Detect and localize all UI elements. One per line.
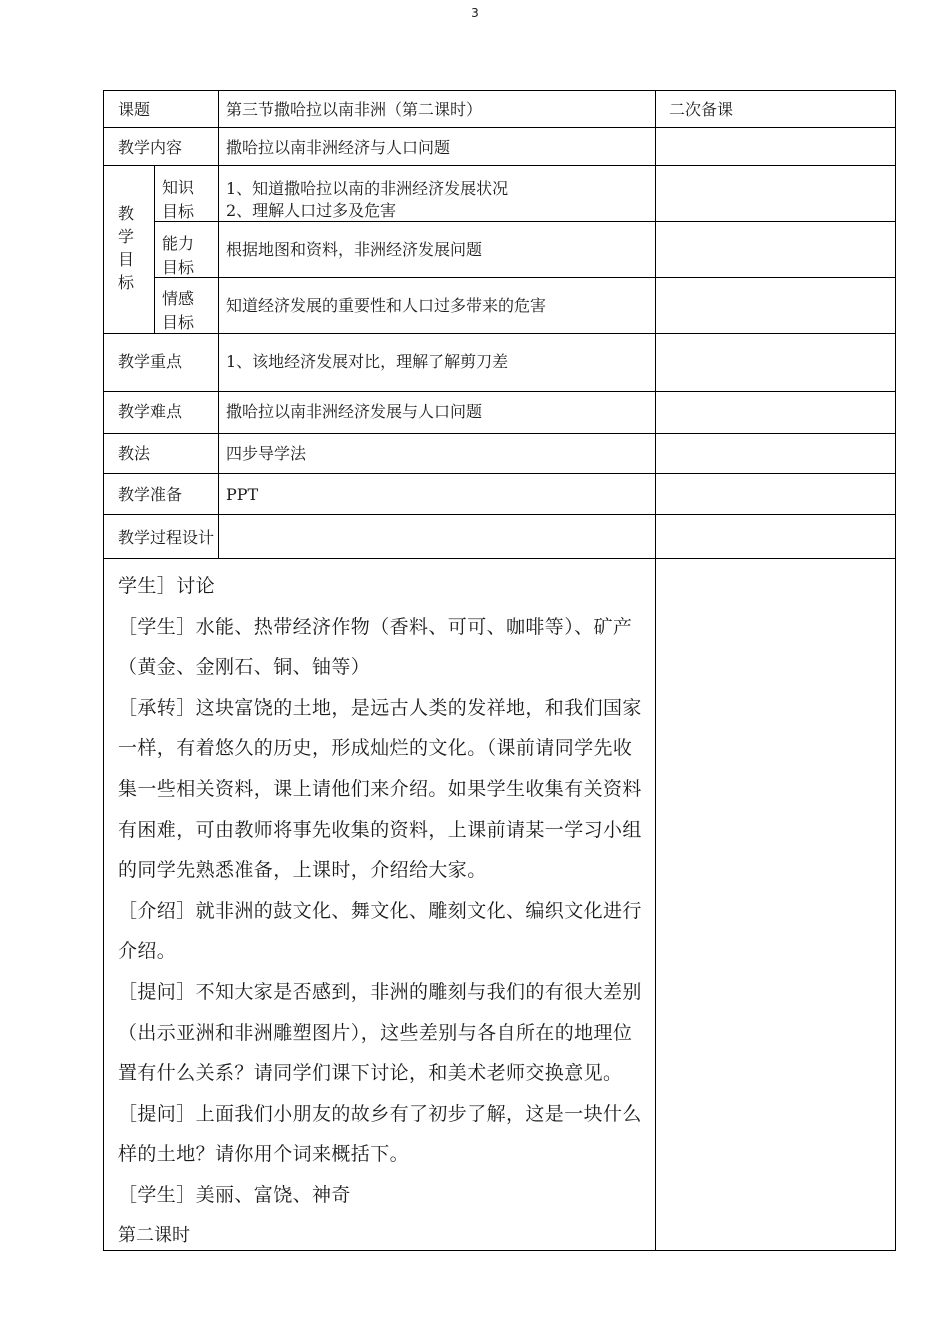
method-value: 四步导学法	[226, 444, 307, 463]
process-line: ［学生］美丽、富饶、神奇	[118, 1183, 351, 1206]
goal-label-emotion: 情感	[162, 289, 195, 308]
goal-label-knowledge: 目标	[162, 202, 195, 221]
process-line: ［提问］不知大家是否感到，非洲的雕刻与我们的有很大差别	[118, 980, 642, 1003]
process-line: 学生］讨论	[118, 575, 216, 597]
content-value: 撒哈拉以南非洲经济与人口问题	[226, 138, 451, 157]
secondary-prep-header: 二次备课	[669, 100, 734, 119]
process-line: （黄金、金刚石、铜、铀等）	[118, 656, 371, 679]
preparation-value: PPT	[226, 485, 259, 504]
process-line: 置有什么关系？请同学们课下讨论，和美术老师交换意见。	[118, 1062, 623, 1085]
goals-group-char: 目	[117, 250, 134, 269]
knowledge-goal-line: 2、理解人口过多及危害	[226, 201, 397, 220]
knowledge-goal-line: 1、知道撒哈拉以南的非洲经济发展状况	[226, 179, 509, 198]
process-line: 的同学先熟悉准备，上课时，介绍给大家。	[118, 859, 487, 882]
difficulties-value: 撒哈拉以南非洲经济发展与人口问题	[226, 402, 483, 421]
process-line: ［学生］水能、热带经济作物（香料、可可、咖啡等）、矿产	[118, 615, 633, 638]
row-label-process-design: 教学过程设计	[118, 528, 215, 547]
process-line: 一样，有着悠久的历史，形成灿烂的文化。（课前请同学先收	[118, 737, 633, 760]
ability-goal-line: 根据地图和资料，非洲经济发展问题	[226, 240, 483, 259]
goal-label-ability: 目标	[162, 258, 195, 277]
goals-group-char: 标	[117, 273, 134, 292]
topic-value: 第三节撒哈拉以南非洲（第二课时）	[226, 100, 483, 119]
process-line: （出示亚洲和非洲雕塑图片），这些差别与各自所在的地理位	[118, 1021, 633, 1044]
process-line: 有困难，可由教师将事先收集的资料，上课前请某一学习小组	[118, 818, 642, 841]
process-line: ［承转］这块富饶的土地，是远古人类的发祥地，和我们国家	[118, 696, 642, 719]
goal-label-ability: 能力	[162, 234, 195, 253]
goal-label-emotion: 目标	[162, 313, 195, 332]
goal-label-knowledge: 知识	[162, 178, 195, 197]
process-line: 介绍。	[118, 940, 177, 963]
goals-group-char: 教	[117, 204, 134, 223]
row-label-content: 教学内容	[118, 138, 183, 157]
row-label-preparation: 教学准备	[118, 485, 183, 504]
process-line: ［介绍］就非洲的鼓文化、舞文化、雕刻文化、编织文化进行	[118, 899, 642, 922]
page-number: 3	[471, 6, 479, 20]
key-points-value: 1、该地经济发展对比，理解了解剪刀差	[226, 352, 509, 371]
row-label-topic: 课题	[118, 100, 151, 119]
goals-group-char: 学	[117, 227, 134, 246]
process-line: ［提问］上面我们小朋友的故乡有了初步了解，这是一块什么	[118, 1102, 642, 1125]
row-label-method: 教法	[118, 444, 151, 463]
process-line: 样的土地？请你用个词来概括下。	[118, 1143, 410, 1166]
process-line: 第二课时	[118, 1224, 190, 1246]
process-line: 集一些相关资料，课上请他们来介绍。如果学生收集有关资料	[118, 777, 642, 800]
row-label-difficulties: 教学难点	[118, 402, 183, 421]
process-body	[118, 566, 648, 1256]
row-label-key-points: 教学重点	[118, 352, 183, 371]
emotion-goal-line: 知道经济发展的重要性和人口过多带来的危害	[226, 296, 547, 315]
